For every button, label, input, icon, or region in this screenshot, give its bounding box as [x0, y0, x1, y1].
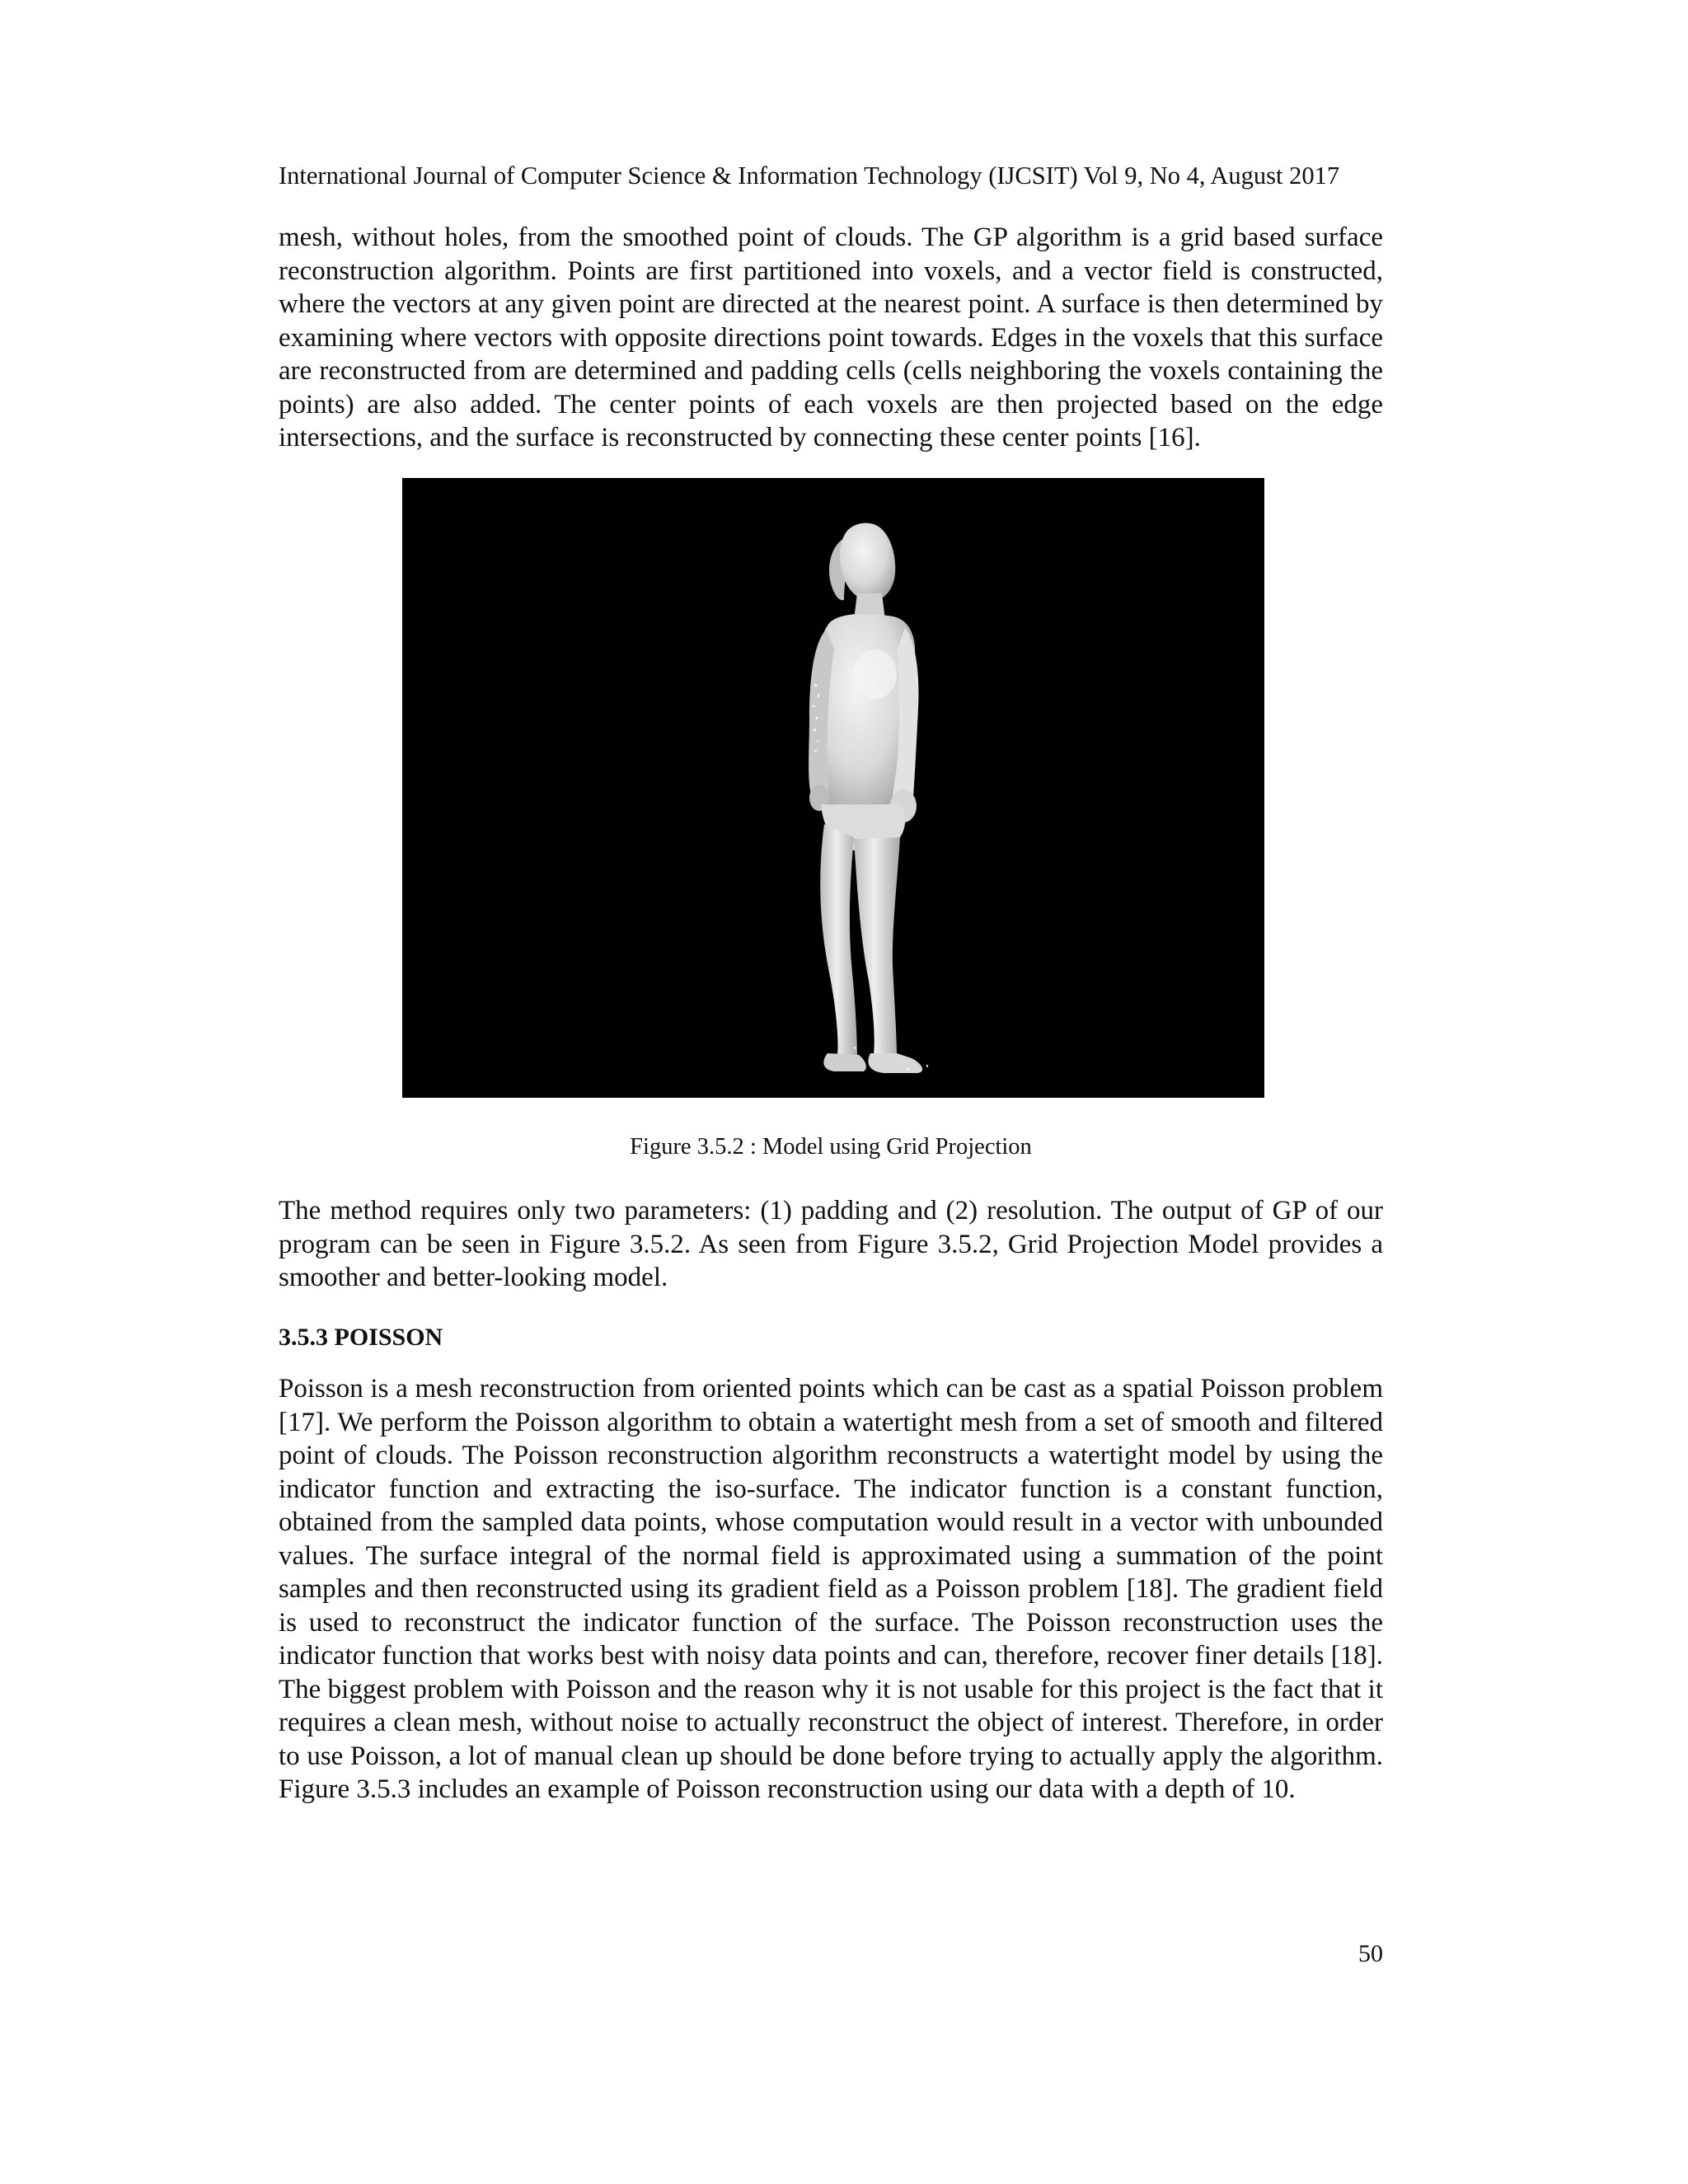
running-header: International Journal of Computer Science & Information Technology (IJCSIT) Vol 9, No 4, August 2017	[279, 162, 1340, 190]
human-body-model	[402, 478, 1264, 1098]
figure-image	[402, 478, 1264, 1098]
body-paragraph: Poisson is a mesh reconstruction from oriented points which can be cast as a spatial Poisson problem [17]. We perform the Poisson algorithm to obtain a watertight mesh from a set of smooth and filtered point of clouds. The Poisson reconstruction algorithm reconstructs a watertight model by using the indicator function and extracting the iso-surface. The indicator function is a constant function, obtained from the sampled data points, whose computation would result in a vector with unbounded values. The surface integral of the normal field is approximated using a summation of the point samples and then reconstructed using its gradient field as a Poisson problem [18]. The gradient field is used to reconstruct the indicator function of the surface. The Poisson reconstruction uses the indicator function that works best with noisy data points and can, therefore, recover finer details [18]. The biggest problem with Poisson and the reason why it is not usable for this project is the fact that it requires a clean mesh, without noise to actually reconstruct the object of interest. Therefore, in order to use Poisson, a lot of manual clean up should be done before trying to actually apply the algorithm. Figure 3.5.3 includes an example of Poisson reconstruction using our data with a depth of 10.	[279, 1374, 1383, 1804]
figure-caption: Figure 3.5.2 : Model using Grid Projection	[630, 1134, 1032, 1160]
body-paragraph: The method requires only two parameters: (1) padding and (2) resolution. The output of GP of our program can be seen in Figure 3.5.2. As seen from Figure 3.5.2, Grid Projection Model provides a smoother and better-looking model.	[279, 1196, 1383, 1292]
section-heading: 3.5.3 POISSON	[279, 1324, 443, 1351]
page-number: 50	[1358, 1940, 1383, 1967]
body-paragraph: mesh, without holes, from the smoothed point of clouds. The GP algorithm is a grid based surface reconstruction algorithm. Points are first partitioned into voxels, and a vector field is constructed, where the vectors at any given point are directed at the nearest point. A surface is then determined by examining where vectors with opposite directions point towards. Edges in the voxels that this surface are reconstructed from are determined and padding cells (cells neighboring the voxels containing the points) are also added. The center points of each voxels are then projected based on the edge intersections, and the surface is reconstructed by connecting these center points [16].	[279, 223, 1383, 452]
